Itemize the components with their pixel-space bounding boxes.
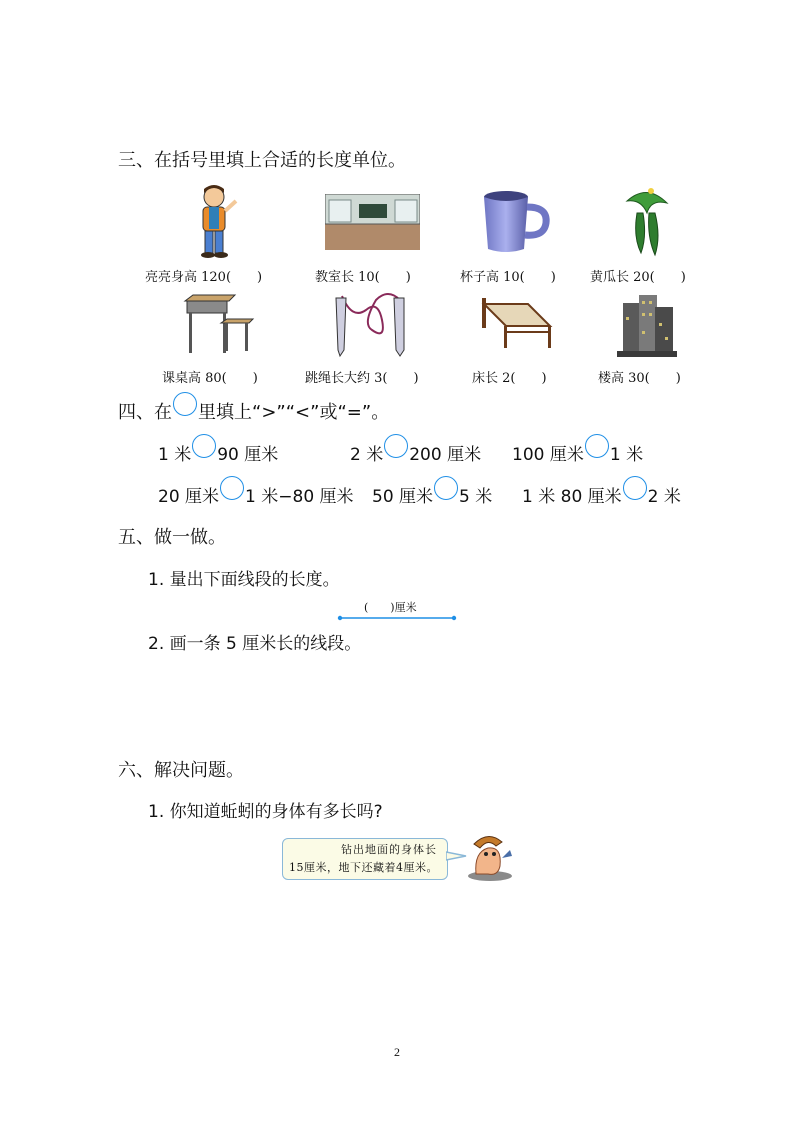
compare-item (512, 440, 643, 465)
compare-right: 2 米 (647, 487, 681, 507)
compare-item (158, 440, 278, 465)
caption-rope-length: 跳绳长大约 3( ) (305, 371, 419, 386)
earthworm-question: 1. 你知道蚯蚓的身体有多长吗? (148, 802, 383, 822)
compare-item (158, 482, 354, 507)
caption-bed-length: 床长 2( ) (472, 371, 547, 386)
compare-left: 100 厘米 (512, 445, 584, 465)
caption-cup-height: 杯子高 10( ) (460, 270, 556, 285)
desk-image (183, 293, 255, 357)
cucumber-image (621, 183, 673, 259)
bubble-tail-icon (446, 850, 468, 862)
compare-left: 2 米 (350, 445, 384, 465)
compare-left: 20 厘米 (158, 487, 220, 507)
jump-rope-image (332, 290, 412, 358)
compare-right: 90 厘米 (217, 445, 279, 465)
compare-left: 1 米 (158, 445, 192, 465)
cup-image (478, 189, 552, 255)
compare-circle-input[interactable] (434, 476, 458, 500)
segment-length-label: ( )厘米 (364, 601, 417, 614)
caption-desk-height: 课桌高 80( ) (162, 371, 258, 386)
compare-right: 5 米 (459, 487, 493, 507)
compare-right: 200 厘米 (409, 445, 482, 465)
compare-left: 50 厘米 (372, 487, 434, 507)
section-4-title-after: 里填上“>”“<”或“=”。 (198, 402, 390, 423)
caption-classroom-length: 教室长 10( ) (315, 270, 411, 285)
caption-building-height: 楼高 30( ) (598, 371, 681, 386)
compare-circle-input[interactable] (585, 434, 609, 458)
caption-cucumber-length: 黄瓜长 20( ) (590, 270, 686, 285)
classroom-image (325, 194, 420, 250)
speech-bubble (282, 838, 448, 880)
building-image (617, 293, 677, 357)
compare-item (350, 440, 481, 465)
compare-left: 1 米 80 厘米 (522, 487, 622, 507)
caption-boy-height: 亮亮身高 120( ) (145, 270, 263, 285)
boy-image (188, 183, 246, 259)
compare-circle-input[interactable] (192, 434, 216, 458)
bubble-line-1: 钻出地面的身体长 (341, 843, 437, 856)
answer-circle-icon (173, 392, 197, 416)
page-number: 2 (394, 1045, 400, 1059)
compare-circle-input[interactable] (220, 476, 244, 500)
section-4-title (118, 398, 389, 424)
compare-item (372, 482, 492, 507)
section-3-title: 三、在括号里填上合适的长度单位。 (118, 150, 406, 171)
measure-question: 1. 量出下面线段的长度。 (148, 570, 340, 590)
compare-circle-input[interactable] (623, 476, 647, 500)
section-4-title-before: 四、在 (118, 402, 172, 423)
compare-item (522, 482, 681, 507)
bubble-line-2: 15厘米，地下还藏着4厘米。 (289, 861, 438, 874)
section-6-title: 六、解决问题。 (118, 760, 244, 781)
bed-image (478, 296, 554, 354)
section-5-title: 五、做一做。 (118, 527, 226, 548)
earthworm-image (466, 830, 516, 882)
draw-question: 2. 画一条 5 厘米长的线段。 (148, 634, 362, 654)
compare-circle-input[interactable] (384, 434, 408, 458)
compare-right: 1 米 (609, 445, 644, 465)
compare-right: 1 米−80 厘米 (245, 487, 354, 507)
